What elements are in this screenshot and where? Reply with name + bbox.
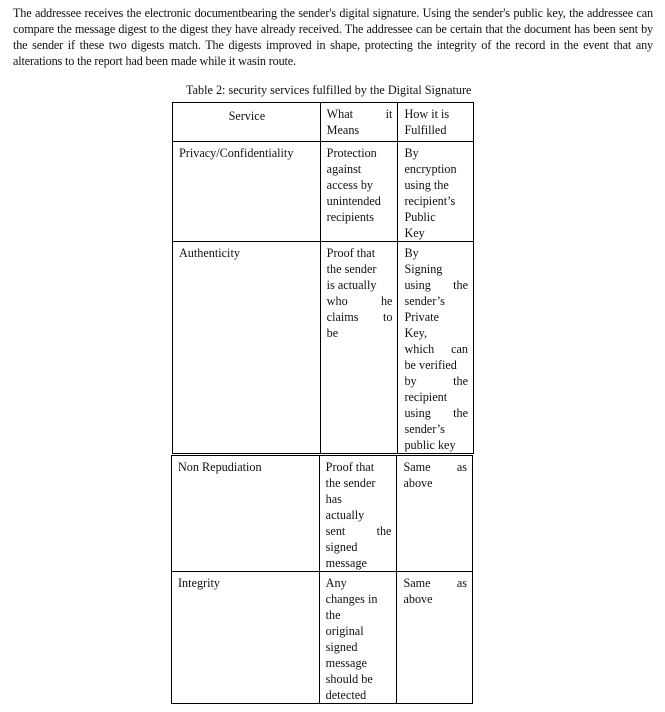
service-cell: Authenticity <box>173 242 321 454</box>
service-cell: Non Repudiation <box>172 456 320 572</box>
cell-word: which <box>404 342 435 356</box>
cell-word: he <box>380 294 393 308</box>
header-what-it-means <box>320 103 398 142</box>
cell-word: sent <box>325 524 346 538</box>
cell-text-line: Proof that <box>325 460 375 474</box>
cell-word: the <box>453 406 468 420</box>
means-cell <box>320 242 398 454</box>
cell-text-line: Any <box>325 576 347 590</box>
cell-word: Same <box>403 460 431 474</box>
cell-word: claims <box>326 310 359 324</box>
cell-text-line <box>404 341 468 357</box>
means-cell <box>319 456 397 572</box>
cell-text-line: recipient’s <box>404 194 456 208</box>
cell-text-line: message <box>325 556 367 570</box>
service-cell: Privacy/Confidentiality <box>173 142 321 242</box>
cell-text-line <box>327 309 393 325</box>
cell-text-line: encryption <box>404 162 457 176</box>
header-service: Service <box>173 103 321 142</box>
table-header-row <box>173 103 474 142</box>
cell-text-line: Fulfilled <box>404 123 447 137</box>
fulfilled-cell <box>397 456 473 572</box>
cell-text-line: recipient <box>404 390 448 404</box>
cell-text-line: How it is <box>404 107 450 121</box>
cell-word: can <box>451 342 468 356</box>
cell-text-line <box>327 106 393 122</box>
cell-text-line: signed <box>325 540 358 554</box>
cell-text-line: be verified <box>404 358 457 372</box>
cell-text-line: the <box>325 608 341 622</box>
cell-word: who <box>326 294 348 308</box>
cell-text-line: has <box>325 492 342 506</box>
header-how-fulfilled <box>398 103 474 142</box>
cell-text-line: By <box>404 146 419 160</box>
cell-text-line: unintended <box>326 194 381 208</box>
cell-text-line: Proof that <box>326 246 376 260</box>
cell-text-line: Key, <box>404 326 428 340</box>
cell-text-line: detected <box>325 688 367 702</box>
cell-text-line: actually <box>325 508 365 522</box>
cell-word: Same <box>403 576 431 590</box>
cell-text-line: be <box>326 326 339 340</box>
cell-text-line: signed <box>325 640 358 654</box>
cell-text-line: the sender <box>326 262 377 276</box>
cell-text-line: is actually <box>326 278 377 292</box>
cell-text-line <box>404 405 468 421</box>
cell-text-line <box>403 459 467 475</box>
cell-word: the <box>376 524 392 538</box>
cell-text-line: access by <box>326 178 374 192</box>
cell-word: as <box>456 460 467 474</box>
cell-text-line <box>326 523 392 539</box>
cell-text-line: Signing <box>404 262 443 276</box>
cell-text-line: changes in <box>325 592 378 606</box>
cell-word: by <box>404 374 417 388</box>
table-row <box>172 572 473 704</box>
cell-text-line: should be <box>325 672 373 686</box>
cell-word: the <box>453 374 468 388</box>
body-paragraph: The addressee receives the electronic documentbearing the sender's digital signature. Using the sender's public key, the addressee can compare the message digest to the digest they have already received. The addressee can be certain that the document has been sent by the sender if these two digests match. The digests improved in shape, protecting the integrity of the record in the event that any alterations to the report had been made while it wasin route. <box>13 6 653 68</box>
cell-text-line <box>404 277 468 293</box>
cell-text-line: Protection <box>326 146 377 160</box>
fulfilled-cell <box>397 572 473 704</box>
cell-text-line: sender’s <box>404 294 445 308</box>
table-row <box>173 142 474 242</box>
cell-text-line <box>404 373 468 389</box>
security-services-table-part-2 <box>171 455 473 704</box>
cell-text-line <box>327 293 393 309</box>
cell-text-line: the sender <box>325 476 376 490</box>
cell-word: it <box>385 107 393 121</box>
cell-text-line: Public <box>404 210 436 224</box>
cell-text-line: above <box>403 592 433 606</box>
cell-text-line: sender’s <box>404 422 445 436</box>
fulfilled-cell <box>398 142 474 242</box>
cell-word: using <box>404 278 431 292</box>
security-services-table-part-1 <box>172 102 474 454</box>
cell-word: the <box>453 278 468 292</box>
fulfilled-cell <box>398 242 474 454</box>
cell-text-line: message <box>325 656 367 670</box>
cell-text-line <box>403 575 467 591</box>
cell-word: as <box>456 576 467 590</box>
cell-word: What <box>326 107 354 121</box>
cell-text-line: By <box>404 246 419 260</box>
service-cell: Integrity <box>172 572 320 704</box>
means-cell <box>320 142 398 242</box>
cell-word: using <box>404 406 431 420</box>
table-caption: Table 2: security services fulfilled by the Digital Signature <box>186 83 472 97</box>
cell-word: to <box>382 310 393 324</box>
cell-text-line: against <box>326 162 362 176</box>
means-cell <box>319 572 397 704</box>
cell-text-line: public key <box>404 438 456 452</box>
cell-text-line: original <box>325 624 364 638</box>
cell-text-line: Private <box>404 310 439 324</box>
cell-text-line: using the <box>404 178 449 192</box>
table-row <box>173 242 474 454</box>
table-row <box>172 456 473 572</box>
cell-text-line: Means <box>326 123 360 137</box>
cell-text-line: Key <box>404 226 425 240</box>
cell-text-line: above <box>403 476 433 490</box>
cell-text-line: recipients <box>326 210 375 224</box>
